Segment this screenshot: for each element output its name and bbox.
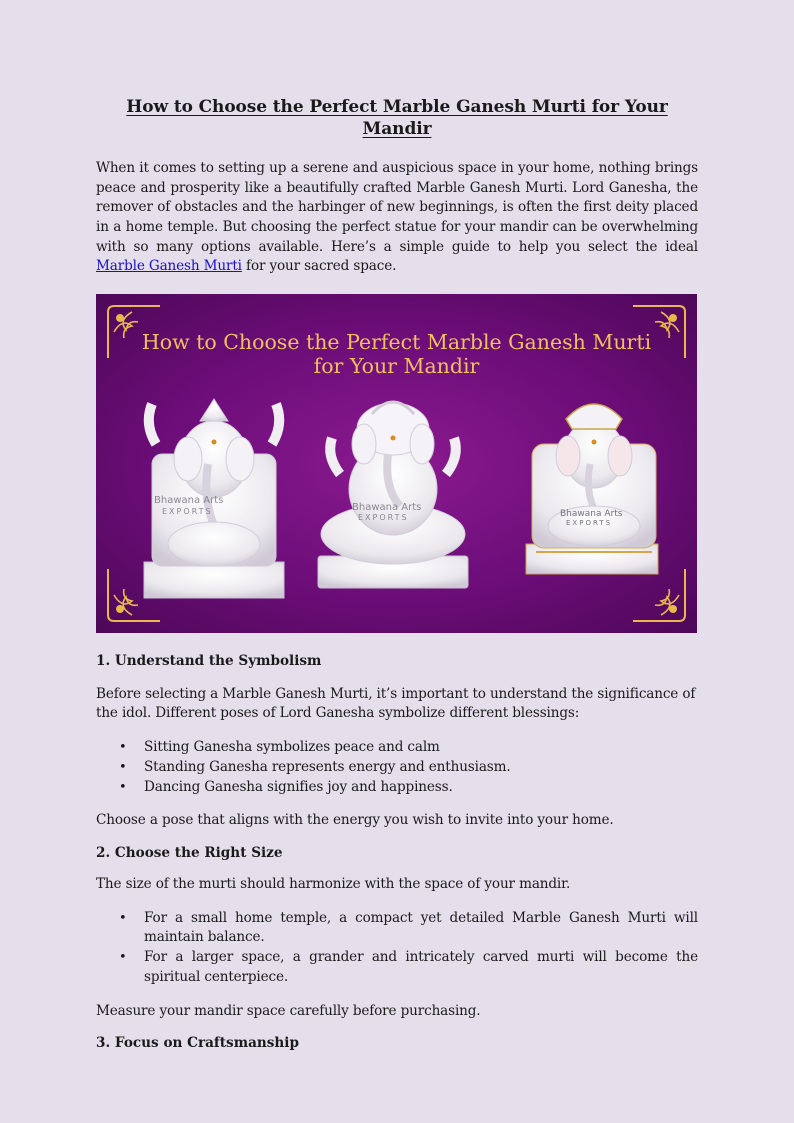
marble-ganesh-murti-link[interactable]: Marble Ganesh Murti	[96, 258, 242, 275]
watermark-center-line1: Bhawana Arts	[352, 501, 422, 513]
banner-title-line1: How to Choose the Perfect Marble Ganesh Murti	[141, 329, 652, 354]
list-item: • For a small home temple, a compact yet detailed Marble Ganesh Murti will maintain balance.	[144, 909, 698, 949]
intro-text-after: for your sacred space.	[241, 258, 397, 275]
ganesh-statue-center-icon	[318, 402, 468, 588]
section-1-list	[96, 738, 698, 797]
section-1-outro: Choose a pose that aligns with the energy you wish to invite into your home.	[96, 812, 614, 829]
watermark-right-line2: EXPORTS	[566, 518, 613, 527]
section-2-intro: The size of the murti should harmonize with the space of your mandir.	[96, 875, 571, 892]
list-item: • Standing Ganesha represents energy and enthusiasm.	[144, 758, 698, 778]
section-2-outro: Measure your mandir space carefully before purchasing.	[96, 1002, 481, 1019]
ganesh-statue-left-icon	[144, 399, 284, 598]
section-1-heading: 1. Understand the Symbolism	[96, 652, 322, 669]
list-item: • Sitting Ganesha symbolizes peace and calm	[144, 738, 698, 758]
intro-text-before: When it comes to setting up a serene and auspicious space in your home, nothing brings peace and prosperity like a beautifully crafted Marble Ganesh Murti. Lord Ganesha, the remover of obstacles and the harbinger of new beginnings, is often the first deity placed in a home temple. But choosing the perfect statue for your mandir can be overwhelming with so many options available. Here’s a simple guide to help you select the ideal	[96, 160, 698, 255]
watermark-left-line1: Bhawana Arts	[154, 494, 224, 506]
intro-paragraph	[96, 159, 698, 277]
banner-image	[96, 294, 697, 633]
ganesh-statues-illustration	[96, 294, 697, 633]
section-3-heading: 3. Focus on Craftsmanship	[96, 1035, 299, 1052]
list-item: • Dancing Ganesha signifies joy and happiness.	[144, 778, 698, 798]
section-2-list	[96, 909, 698, 988]
document-content	[96, 96, 698, 1051]
watermark-left-line2: EXPORTS	[162, 506, 213, 516]
banner-title-line2: for Your Mandir	[313, 353, 480, 378]
section-2-heading: 2. Choose the Right Size	[96, 844, 283, 861]
watermark-center-line2: EXPORTS	[358, 512, 409, 522]
list-item: • For a larger space, a grander and intricately carved murti will become the spiritual centerpiece.	[144, 948, 698, 988]
ganesh-statue-right-icon	[526, 404, 658, 574]
page-title: How to Choose the Perfect Marble Ganesh Murti for Your Mandir	[126, 97, 668, 140]
watermark-right-line1: Bhawana Arts	[560, 508, 623, 519]
section-1-intro: Before selecting a Marble Ganesh Murti, it’s important to understand the significance of the idol. Different poses of Lord Ganesha symbolize different blessings:	[96, 685, 696, 722]
